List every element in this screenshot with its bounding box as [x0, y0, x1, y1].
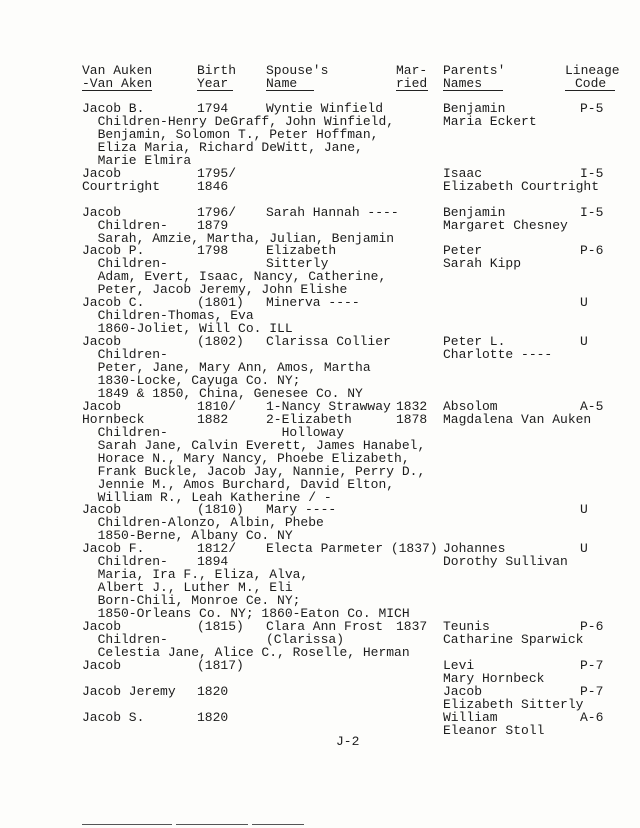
entry-name: Children-: [82, 424, 168, 440]
header-col-married-sub: ried: [396, 76, 428, 91]
entry-name: Frank Buckle, Jacob Jay, Nannie, Perry D.,: [82, 463, 426, 479]
parents-name: Benjamin: [443, 204, 506, 220]
birth-year: (1801): [197, 295, 244, 311]
birth-year: 1820: [197, 709, 229, 725]
birth-year: (1817): [197, 657, 244, 673]
entry-name: William R., Leah Katherine / -: [82, 489, 332, 505]
parents-name: Charlotte ----: [443, 347, 553, 363]
parents-name: Teunis: [443, 619, 490, 634]
lineage-code: P-7: [580, 683, 604, 699]
lineage-code: P-6: [580, 243, 604, 259]
entry-name: Jacob S.: [82, 709, 145, 725]
birth-year: 1812/: [197, 541, 237, 557]
birth-year: 1879: [197, 217, 229, 233]
birth-year: 1894: [197, 554, 229, 570]
entry-name: Jacob B.: [82, 101, 145, 116]
birth-year: 1810/: [197, 398, 237, 414]
entry-name: Jacob F.: [82, 541, 145, 557]
entry-name: Albert J., Luther M., Eli: [82, 580, 293, 596]
lineage-code: P-7: [580, 657, 604, 673]
married-year: 1878: [396, 411, 428, 427]
entry-name: Eliza Maria, Richard DeWitt, Jane,: [82, 139, 363, 155]
lineage-code: U: [580, 334, 588, 350]
footer-rule: [252, 824, 304, 825]
lineage-code: A-6: [580, 709, 604, 725]
birth-year: 1846: [197, 178, 229, 194]
entry-name: Jacob: [82, 398, 122, 414]
entry-name: Children-Alonzo, Albin, Phebe: [82, 515, 324, 531]
header-underline-parents: [443, 90, 503, 91]
lineage-code: A-5: [580, 398, 604, 414]
header-col-parents: Parents': [443, 63, 506, 78]
entry-name: Benjamin, Solomon T., Peter Hoffman,: [82, 126, 379, 142]
parents-name: Benjamin: [443, 101, 506, 116]
parents-name: Margaret Chesney: [443, 217, 568, 233]
spouse-name: Sarah Hannah ----: [266, 204, 399, 220]
header-col-birth: Birth: [197, 63, 237, 78]
header-col-birth-sub: Year: [197, 76, 229, 91]
entry-name: Peter, Jacob Jeremy, John Elishe: [82, 282, 348, 298]
married-year: 1832: [396, 398, 428, 414]
lineage-code: P-6: [580, 619, 604, 634]
spouse-name: 2-Elizabeth: [266, 411, 352, 427]
spouse-name: Clarissa Collier: [266, 334, 391, 350]
header-col-spouse: Spouse's: [266, 63, 329, 78]
lineage-code: U: [580, 295, 588, 311]
married-year: 1837: [396, 619, 428, 634]
entry-name: Jacob: [82, 165, 122, 181]
lineage-code: U: [580, 502, 588, 518]
entry-name: Celestia Jane, Alice C., Roselle, Herman: [82, 644, 410, 660]
parents-name: Eleanor Stoll: [443, 722, 545, 738]
entry-name: Peter, Jane, Mary Ann, Amos, Martha: [82, 360, 371, 375]
parents-name: Isaac: [443, 165, 483, 181]
entry-name: 1849 & 1850, China, Genesee Co. NY: [82, 385, 363, 401]
spouse-name: Mary ----: [266, 502, 337, 518]
header-col-lineage-sub: Code: [575, 77, 607, 90]
parents-name: Elizabeth Sitterly: [443, 696, 584, 712]
header-underline-spouse: [266, 90, 314, 91]
birth-year: 1798: [197, 243, 229, 259]
entry-name: Children-: [82, 256, 168, 272]
header-underline-birth: [197, 90, 233, 91]
parents-name: Maria Eckert: [443, 113, 537, 129]
entry-name: 1860-Joliet, Will Co. ILL: [82, 321, 293, 337]
entry-name: Children-: [82, 347, 168, 363]
header-col-spouse-sub: Name: [266, 76, 298, 91]
spouse-name: Wyntie Winfield: [266, 101, 384, 116]
entry-name: 1850-Orleans Co. NY; 1860-Eaton Co. MICH: [82, 606, 410, 622]
entry-name: Hornbeck: [82, 411, 145, 427]
header-col-name-sub: -Van Aken: [82, 76, 153, 91]
parents-name: Sarah Kipp: [443, 256, 522, 272]
spouse-name: Electa Parmeter (1837): [266, 541, 438, 557]
lineage-code: I-5: [580, 165, 604, 181]
spouse-name: Holloway: [266, 424, 345, 440]
entry-name: Jacob Jeremy: [82, 683, 176, 699]
entry-name: Children-Henry DeGraff, John Winfield,: [82, 113, 395, 129]
entry-name: Jacob: [82, 334, 122, 350]
entry-name: Jacob P.: [82, 243, 145, 259]
spouse-name: Minerva ----: [266, 295, 360, 311]
birth-year: (1810): [197, 502, 244, 518]
parents-name: Jacob: [443, 683, 483, 699]
header-col-lineage: Lineage: [565, 63, 620, 78]
birth-year: 1882: [197, 411, 229, 427]
birth-year: (1802): [197, 334, 244, 350]
parents-name: Mary Hornbeck: [443, 670, 545, 686]
birth-year: 1794: [197, 101, 229, 116]
entry-name: Jennie M., Amos Burchard, David Elton,: [82, 476, 395, 492]
page-number: J-2: [336, 734, 360, 749]
entry-name: 1850-Berne, Albany Co. NY: [82, 528, 293, 544]
spouse-name: 1-Nancy Strawway: [266, 398, 391, 414]
header-underline-married: [396, 90, 428, 91]
parents-name: William: [443, 709, 498, 725]
parents-name: Elizabeth Courtright: [443, 178, 600, 194]
entry-name: Children-: [82, 631, 168, 647]
birth-year: 1795/: [197, 165, 237, 181]
header-underline-lineage: [565, 90, 615, 91]
birth-year: 1820: [197, 683, 229, 699]
birth-year: (1815): [197, 619, 244, 634]
entry-name: Jacob: [82, 619, 122, 634]
entry-name: Children-: [82, 217, 168, 233]
entry-name: Sarah Jane, Calvin Everett, James Hanabel,: [82, 437, 426, 453]
entry-name: Children-: [82, 554, 168, 570]
lineage-code: P-5: [580, 101, 604, 116]
parents-name: Johannes: [443, 541, 506, 557]
entry-name: Jacob: [82, 502, 122, 518]
parents-name: Dorothy Sullivan: [443, 554, 568, 570]
entry-name: Horace N., Mary Nancy, Phoebe Elizabeth,: [82, 450, 410, 466]
header-col-married: Mar-: [396, 63, 428, 78]
footer-rule: [82, 824, 172, 825]
entry-name: Adam, Evert, Isaac, Nancy, Catherine,: [82, 269, 387, 285]
birth-year: 1796/: [197, 204, 237, 220]
spouse-name: Elizabeth: [266, 243, 337, 259]
entry-name: 1830-Locke, Cayuga Co. NY;: [82, 372, 301, 388]
parents-name: Catharine Sparwick: [443, 631, 584, 647]
footer-rule: [176, 824, 248, 825]
entry-name: Jacob: [82, 657, 122, 673]
header-col-parents-sub: Names: [443, 76, 483, 91]
header-col-name: Van Auken: [82, 63, 153, 78]
entry-name: Courtright: [82, 178, 161, 194]
spouse-name: Sitterly: [266, 256, 329, 272]
entry-name: Sarah, Amzie, Martha, Julian, Benjamin: [82, 230, 395, 246]
entry-name: Born-Chili, Monroe Ce. NY;: [82, 593, 301, 609]
lineage-code: I-5: [580, 204, 604, 220]
spouse-name: (Clarissa): [266, 631, 345, 647]
entry-name: Maria, Ira F., Eliza, Alva,: [82, 567, 309, 583]
parents-name: Magdalena Van Auken: [443, 411, 592, 427]
entry-name: Children-Thomas, Eva: [82, 308, 254, 324]
header-underline-name: [82, 90, 152, 91]
entry-name: Jacob: [82, 204, 122, 220]
parents-name: Peter L.: [443, 334, 506, 350]
entry-name: Jacob C.: [82, 295, 145, 311]
lineage-code: U: [580, 541, 588, 557]
parents-name: Peter: [443, 243, 483, 259]
spouse-name: Clara Ann Frost: [266, 619, 384, 634]
parents-name: Absolom: [443, 398, 498, 414]
parents-name: Levi: [443, 657, 475, 673]
entry-name: Marie Elmira: [82, 152, 192, 168]
